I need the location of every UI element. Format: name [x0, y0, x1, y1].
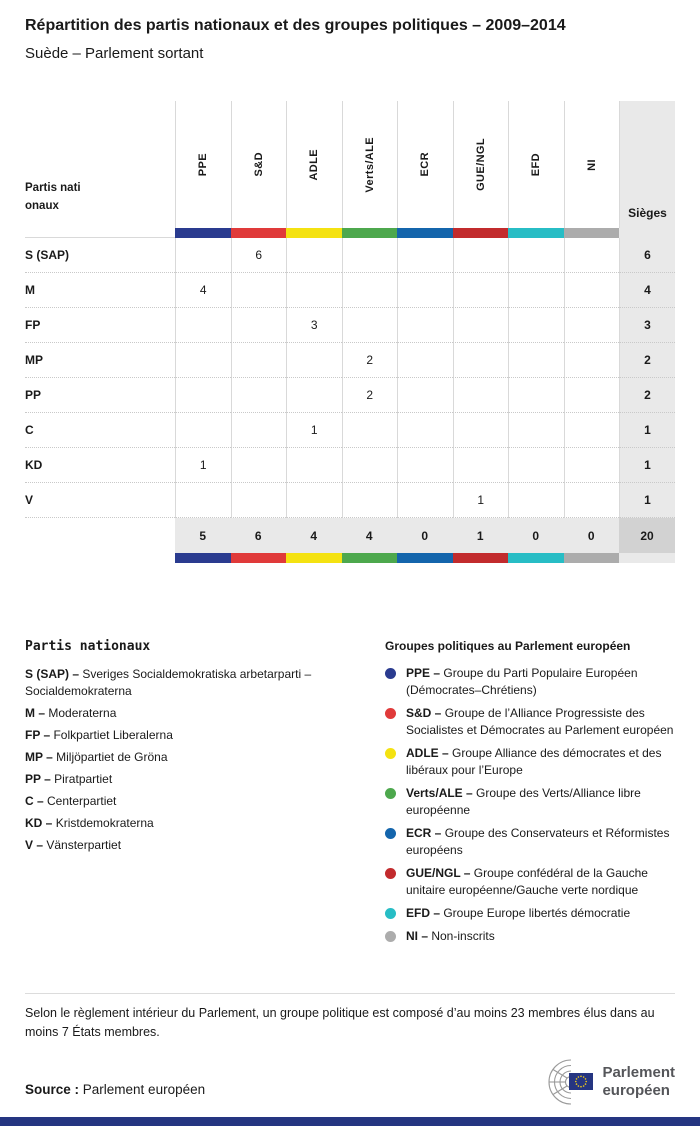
party-abbr: M –: [25, 706, 49, 720]
seats-column-header: Sièges: [619, 101, 675, 228]
group-color-bar: [453, 228, 509, 238]
seat-value-cell: [397, 413, 453, 448]
party-legend-item: [25, 727, 360, 744]
group-abbr: S&D –: [406, 706, 445, 720]
seats-bar-spacer: [619, 228, 675, 238]
seat-value-cell: [453, 308, 509, 343]
bottom-bar: [0, 1117, 700, 1126]
group-color-bar-bottom: [286, 553, 342, 563]
seats-bar-bottom: [619, 553, 675, 563]
party-name-cell: PP: [25, 378, 175, 413]
color-dot-icon: [385, 708, 396, 719]
group-abbr: ADLE –: [406, 746, 453, 760]
party-name-cell: M: [25, 273, 175, 308]
seat-value-cell: [342, 483, 398, 518]
party-name-cell: C: [25, 413, 175, 448]
party-full-name: Vänsterpartiet: [46, 838, 122, 852]
seat-value-cell: 1: [286, 413, 342, 448]
group-legend: [385, 639, 675, 951]
seat-value-cell: [453, 273, 509, 308]
seat-value-cell: 3: [286, 308, 342, 343]
seat-value-cell: [564, 273, 620, 308]
totals-spacer: [25, 518, 175, 553]
seat-value-cell: 1: [175, 448, 231, 483]
seat-value-cell: 2: [342, 343, 398, 378]
party-full-name: Kristdemokraterna: [55, 816, 154, 830]
group-description: EFD – Groupe Europe libertés démocratie: [406, 906, 631, 920]
seat-value-cell: [231, 483, 287, 518]
seat-value-cell: [397, 273, 453, 308]
group-color-bar: [175, 228, 231, 238]
seat-value-cell: [564, 238, 620, 273]
party-legend-item: [25, 666, 360, 700]
party-legend-item: [25, 771, 360, 788]
total-value-cell: 0: [397, 518, 453, 553]
group-column-header: [342, 101, 398, 228]
party-name-cell: FP: [25, 308, 175, 343]
seat-value-cell: 6: [231, 238, 287, 273]
seat-value-cell: [508, 483, 564, 518]
row-header-label: Partis nationaux: [25, 182, 81, 213]
group-abbr: GUE/NGL –: [406, 866, 474, 880]
page-subtitle: Suède – Parlement sortant: [25, 45, 204, 62]
seat-value-cell: [508, 448, 564, 483]
row-header-cell: [25, 101, 175, 228]
seat-value-cell: [286, 448, 342, 483]
seat-value-cell: [508, 413, 564, 448]
seat-value-cell: [564, 413, 620, 448]
group-color-bar: [231, 228, 287, 238]
logo-line2: européen: [602, 1082, 670, 1099]
group-column-header: [453, 101, 509, 228]
seat-value-cell: [453, 448, 509, 483]
party-abbr: C –: [25, 794, 48, 808]
group-abbr: Verts/ALE –: [406, 786, 477, 800]
group-legend-item: [385, 705, 675, 739]
row-seats-cell: 2: [619, 378, 675, 413]
seat-value-cell: [175, 308, 231, 343]
row-seats-cell: 1: [619, 448, 675, 483]
color-dot-icon: [385, 908, 396, 919]
color-dot-icon: [385, 748, 396, 759]
party-legend-item: [25, 793, 360, 810]
logo-line1: Parlement: [602, 1064, 675, 1081]
seat-value-cell: [231, 378, 287, 413]
total-value-cell: 4: [286, 518, 342, 553]
group-column-header: [286, 101, 342, 228]
party-legend-title: Partis nationaux: [25, 639, 151, 654]
seat-value-cell: [175, 343, 231, 378]
party-name-cell: S (SAP): [25, 238, 175, 273]
group-description: GUE/NGL – Groupe confédéral de la Gauche unitaire européenne/Gauche verte nordique: [406, 866, 648, 897]
group-color-bar: [397, 228, 453, 238]
seat-value-cell: [286, 343, 342, 378]
group-column-label: EFD: [530, 152, 543, 177]
group-abbr: EFD –: [406, 906, 444, 920]
group-abbr: PPE –: [406, 666, 444, 680]
seat-value-cell: 2: [342, 378, 398, 413]
party-full-name: Centerpartiet: [47, 794, 117, 808]
row-seats-cell: 1: [619, 483, 675, 518]
footnote-text: Selon le règlement intérieur du Parlement, un groupe politique est composé d’au moins 23 membres élus dans au moins 7 États membres.: [25, 1006, 655, 1039]
seat-value-cell: 4: [175, 273, 231, 308]
seat-value-cell: [175, 378, 231, 413]
group-legend-item: [385, 745, 675, 779]
seat-value-cell: [508, 343, 564, 378]
total-value-cell: 6: [231, 518, 287, 553]
party-full-name: Piratpartiet: [54, 772, 113, 786]
party-legend-item: [25, 705, 360, 722]
seat-value-cell: [397, 238, 453, 273]
seat-value-cell: [397, 448, 453, 483]
color-dot-icon: [385, 868, 396, 879]
party-abbr: KD –: [25, 816, 56, 830]
seat-value-cell: [564, 308, 620, 343]
party-full-name: Moderaterna: [48, 706, 117, 720]
group-legend-item: [385, 928, 675, 945]
row-seats-cell: 3: [619, 308, 675, 343]
group-abbr: NI –: [406, 929, 432, 943]
party-abbr: V –: [25, 838, 47, 852]
seat-value-cell: [508, 273, 564, 308]
group-column-header: [564, 101, 620, 228]
group-color-bar-bottom: [508, 553, 564, 563]
group-description: S&D – Groupe de l’Alliance Progressiste des Socialistes et Démocrates au Parlement européen: [406, 706, 674, 737]
total-value-cell: 0: [564, 518, 620, 553]
color-dot-icon: [385, 931, 396, 942]
group-column-header: [397, 101, 453, 228]
seat-value-cell: [397, 308, 453, 343]
group-color-bar-bottom: [175, 553, 231, 563]
group-color-bar-bottom: [342, 553, 398, 563]
party-legend-item: [25, 837, 360, 854]
section-divider: [25, 993, 675, 994]
group-column-header: [508, 101, 564, 228]
group-legend-title: Groupes politiques au Parlement européen: [385, 639, 631, 653]
seat-value-cell: [231, 448, 287, 483]
seat-value-cell: [453, 378, 509, 413]
group-column-label: ADLE: [308, 148, 321, 181]
group-column-label: ECR: [419, 152, 432, 177]
seat-value-cell: [286, 378, 342, 413]
group-color-bar: [286, 228, 342, 238]
seat-value-cell: [397, 378, 453, 413]
group-color-bar: [342, 228, 398, 238]
seat-value-cell: [342, 238, 398, 273]
source-line: [25, 1082, 205, 1097]
party-name-cell: V: [25, 483, 175, 518]
seat-value-cell: [564, 378, 620, 413]
row-seats-cell: 6: [619, 238, 675, 273]
legends-section: [25, 639, 675, 951]
seat-value-cell: [342, 448, 398, 483]
seat-value-cell: [231, 273, 287, 308]
seat-value-cell: [286, 273, 342, 308]
seat-value-cell: [564, 343, 620, 378]
party-name-cell: KD: [25, 448, 175, 483]
party-abbr: S (SAP) –: [25, 667, 83, 681]
group-description: ECR – Groupe des Conservateurs et Réformistes européens: [406, 826, 670, 857]
seat-value-cell: [286, 238, 342, 273]
group-column-header: [231, 101, 287, 228]
seat-value-cell: [397, 483, 453, 518]
group-legend-item: [385, 905, 675, 922]
total-seats-cell: 20: [619, 518, 675, 553]
footer-bar-spacer: [25, 553, 175, 563]
group-column-header: [175, 101, 231, 228]
group-column-label: Verts/ALE: [363, 136, 376, 193]
parliament-logo: [527, 1059, 675, 1105]
total-value-cell: 0: [508, 518, 564, 553]
color-dot-icon: [385, 668, 396, 679]
party-abbr: PP –: [25, 772, 55, 786]
seat-value-cell: [564, 448, 620, 483]
logo-text: [602, 1064, 675, 1100]
group-description: PPE – Groupe du Parti Populaire Européen (Démocrates–Chrétiens): [406, 666, 638, 697]
group-legend-item: [385, 825, 675, 859]
group-column-label: S&D: [252, 152, 265, 177]
seat-value-cell: [397, 343, 453, 378]
seat-value-cell: [342, 413, 398, 448]
seat-value-cell: [231, 343, 287, 378]
group-description: ADLE – Groupe Alliance des démocrates et des libéraux pour l’Europe: [406, 746, 662, 777]
group-description: NI – Non-inscrits: [406, 929, 495, 943]
source-value: Parlement européen: [82, 1082, 206, 1097]
color-dot-icon: [385, 828, 396, 839]
party-abbr: MP –: [25, 750, 57, 764]
group-color-bar: [508, 228, 564, 238]
page-title: Répartition des partis nationaux et des groupes politiques – 2009–2014: [25, 17, 566, 34]
group-description: Verts/ALE – Groupe des Verts/Alliance libre européenne: [406, 786, 641, 817]
seat-value-cell: [453, 238, 509, 273]
footer: [25, 1059, 675, 1105]
seat-value-cell: [175, 483, 231, 518]
group-color-bar: [564, 228, 620, 238]
seat-value-cell: [286, 483, 342, 518]
seat-value-cell: [453, 413, 509, 448]
seat-value-cell: [231, 413, 287, 448]
party-legend-item: [25, 749, 360, 766]
seat-value-cell: [564, 483, 620, 518]
seat-value-cell: [508, 308, 564, 343]
group-legend-list: [385, 665, 675, 945]
total-value-cell: 4: [342, 518, 398, 553]
seat-value-cell: [508, 238, 564, 273]
party-name-cell: MP: [25, 343, 175, 378]
group-legend-item: [385, 785, 675, 819]
row-seats-cell: 1: [619, 413, 675, 448]
party-abbr: FP –: [25, 728, 54, 742]
seat-value-cell: [342, 273, 398, 308]
source-label: Source :: [25, 1082, 80, 1097]
seats-table: [25, 101, 675, 563]
group-color-bar-bottom: [564, 553, 620, 563]
seat-value-cell: [342, 308, 398, 343]
party-full-name: Sveriges Socialdemokratiska arbetarparti – Socialdemokraterna: [25, 667, 312, 698]
seat-value-cell: [453, 343, 509, 378]
party-legend: [25, 639, 360, 951]
group-column-label: NI: [585, 158, 598, 171]
group-column-label: GUE/NGL: [474, 138, 487, 191]
party-legend-item: [25, 815, 360, 832]
hemicycle-flag-icon: [527, 1059, 593, 1105]
header-bar-spacer: [25, 228, 175, 238]
total-value-cell: 1: [453, 518, 509, 553]
group-color-bar-bottom: [397, 553, 453, 563]
group-column-label: PPE: [197, 152, 210, 177]
total-value-cell: 5: [175, 518, 231, 553]
group-legend-item: [385, 665, 675, 699]
seat-value-cell: 1: [453, 483, 509, 518]
group-legend-item: [385, 865, 675, 899]
color-dot-icon: [385, 788, 396, 799]
group-color-bar-bottom: [231, 553, 287, 563]
seat-value-cell: [175, 413, 231, 448]
party-full-name: Folkpartiet Liberalerna: [53, 728, 173, 742]
party-legend-list: [25, 666, 360, 854]
party-full-name: Miljöpartiet de Gröna: [56, 750, 168, 764]
seat-value-cell: [231, 308, 287, 343]
row-seats-cell: 2: [619, 343, 675, 378]
seat-value-cell: [175, 238, 231, 273]
group-color-bar-bottom: [453, 553, 509, 563]
row-seats-cell: 4: [619, 273, 675, 308]
seat-value-cell: [508, 378, 564, 413]
group-abbr: ECR –: [406, 826, 445, 840]
